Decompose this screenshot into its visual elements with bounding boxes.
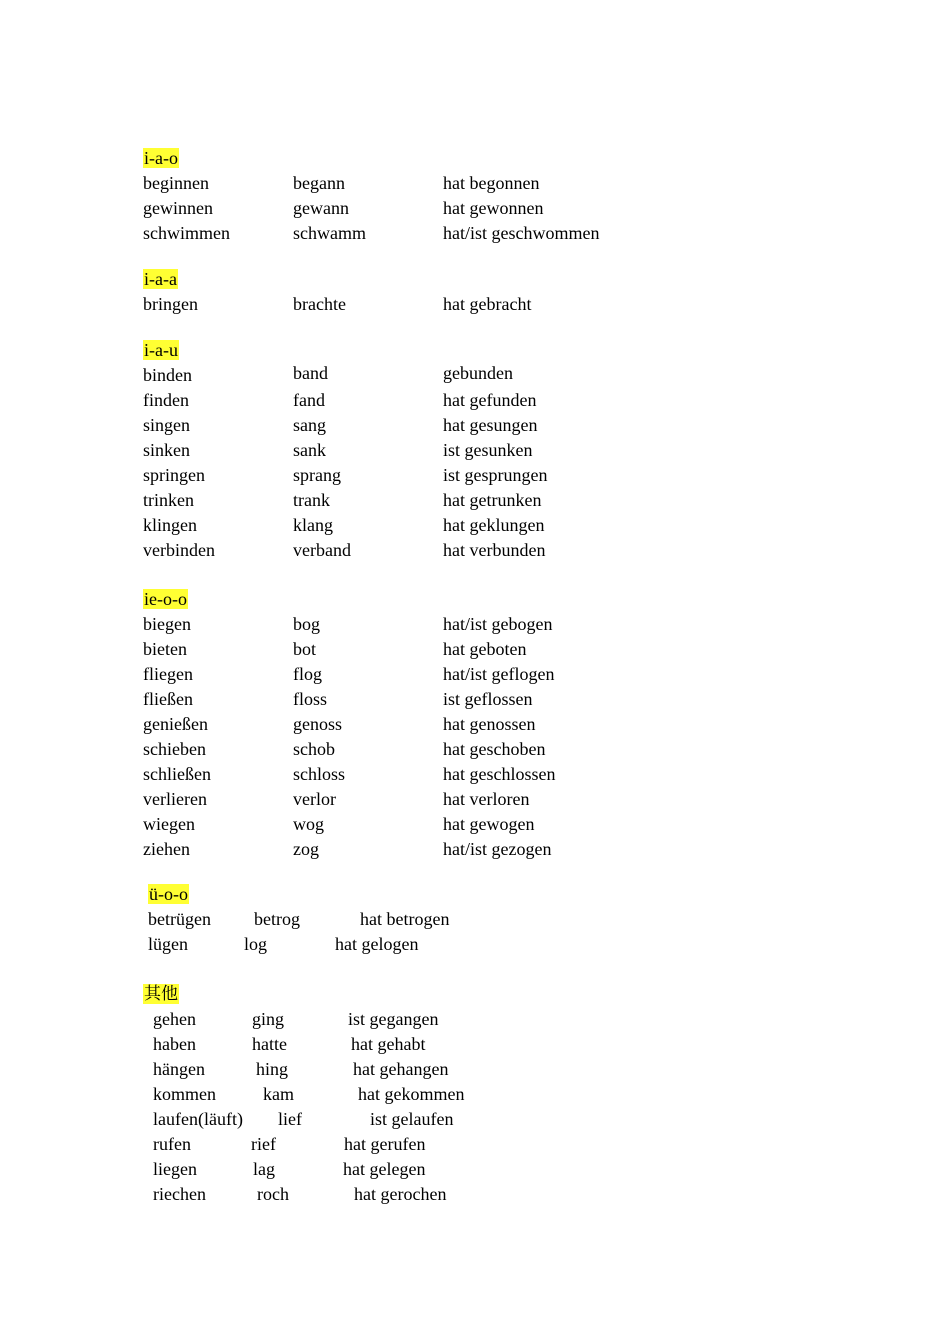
verb-praeteritum: begann bbox=[293, 173, 345, 193]
verb-perfekt: hat verbunden bbox=[443, 540, 546, 560]
verb-praeteritum: log bbox=[244, 934, 268, 954]
verb-perfekt: hat/ist gebogen bbox=[443, 614, 553, 634]
verb-infinitive: fliegen bbox=[143, 664, 193, 684]
verb-perfekt: hat begonnen bbox=[443, 173, 540, 193]
verb-infinitive: laufen(läuft) bbox=[153, 1109, 243, 1129]
verb-infinitive: schieben bbox=[143, 739, 206, 759]
verb-praeteritum: schob bbox=[293, 739, 335, 759]
group-heading: i-a-u bbox=[144, 340, 178, 360]
verb-perfekt: hat verloren bbox=[443, 789, 530, 809]
verb-infinitive: riechen bbox=[153, 1184, 206, 1204]
verb-perfekt: hat gebracht bbox=[443, 294, 532, 314]
verb-praeteritum: wog bbox=[293, 814, 324, 834]
verb-praeteritum: lief bbox=[278, 1109, 302, 1129]
verb-perfekt: ist gegangen bbox=[348, 1009, 439, 1029]
verb-perfekt: hat/ist geflogen bbox=[443, 664, 555, 684]
verb-perfekt: hat gelegen bbox=[343, 1159, 426, 1179]
verb-praeteritum: fand bbox=[293, 390, 325, 410]
verb-praeteritum: roch bbox=[257, 1184, 289, 1204]
verb-infinitive: beginnen bbox=[143, 173, 209, 193]
verb-infinitive: verlieren bbox=[143, 789, 207, 809]
verb-praeteritum: lag bbox=[253, 1159, 275, 1179]
verb-praeteritum: schwamm bbox=[293, 223, 366, 243]
verb-praeteritum: brachte bbox=[293, 294, 346, 314]
verb-praeteritum: betrog bbox=[254, 909, 300, 929]
verb-praeteritum: sank bbox=[293, 440, 326, 460]
verb-perfekt: hat geklungen bbox=[443, 515, 545, 535]
verb-perfekt: hat gerochen bbox=[354, 1184, 447, 1204]
verb-perfekt: hat gehangen bbox=[353, 1059, 449, 1079]
verb-infinitive: gewinnen bbox=[143, 198, 213, 218]
verb-perfekt: ist gesprungen bbox=[443, 465, 548, 485]
verb-infinitive: gehen bbox=[153, 1009, 196, 1029]
verb-infinitive: ziehen bbox=[143, 839, 190, 859]
verb-perfekt: hat gelogen bbox=[335, 934, 419, 954]
verb-perfekt: hat geschoben bbox=[443, 739, 546, 759]
verb-praeteritum: ging bbox=[252, 1009, 285, 1029]
verb-perfekt: hat getrunken bbox=[443, 490, 542, 510]
verb-infinitive: trinken bbox=[143, 490, 194, 510]
verb-perfekt: hat betrogen bbox=[360, 909, 450, 929]
verb-praeteritum: kam bbox=[263, 1084, 294, 1104]
verb-perfekt: hat gerufen bbox=[344, 1134, 426, 1154]
verb-praeteritum: rief bbox=[251, 1134, 276, 1154]
verb-praeteritum: zog bbox=[293, 839, 319, 859]
verb-infinitive: liegen bbox=[153, 1159, 197, 1179]
group-heading: i-a-o bbox=[144, 148, 178, 168]
verb-infinitive: binden bbox=[143, 365, 192, 385]
verb-praeteritum: klang bbox=[293, 515, 333, 535]
verb-infinitive: wiegen bbox=[143, 814, 195, 834]
verb-perfekt: hat geboten bbox=[443, 639, 527, 659]
verb-infinitive: fließen bbox=[143, 689, 193, 709]
verb-perfekt: hat gefunden bbox=[443, 390, 537, 410]
verb-infinitive: klingen bbox=[143, 515, 197, 535]
verb-infinitive: hängen bbox=[153, 1059, 205, 1079]
verb-praeteritum: sang bbox=[293, 415, 326, 435]
verb-perfekt: hat/ist geschwommen bbox=[443, 223, 600, 243]
verb-perfekt: hat gesungen bbox=[443, 415, 538, 435]
verb-praeteritum: floss bbox=[293, 689, 328, 709]
verb-perfekt: hat gewonnen bbox=[443, 198, 544, 218]
verb-infinitive: kommen bbox=[153, 1084, 216, 1104]
verb-infinitive: springen bbox=[143, 465, 205, 485]
verb-infinitive: schließen bbox=[143, 764, 211, 784]
verb-praeteritum: genoss bbox=[293, 714, 342, 734]
verb-perfekt: hat gewogen bbox=[443, 814, 535, 834]
verb-infinitive: lügen bbox=[148, 934, 188, 954]
verb-infinitive: haben bbox=[153, 1034, 196, 1054]
verb-infinitive: bringen bbox=[143, 294, 198, 314]
verb-infinitive: bieten bbox=[143, 639, 187, 659]
group-heading: i-a-a bbox=[144, 269, 177, 289]
group-heading: ie-o-o bbox=[144, 589, 187, 609]
verb-perfekt: hat genossen bbox=[443, 714, 536, 734]
verb-infinitive: singen bbox=[143, 415, 190, 435]
verb-infinitive: genießen bbox=[143, 714, 208, 734]
verb-praeteritum: bot bbox=[293, 639, 317, 659]
verb-praeteritum: flog bbox=[293, 664, 322, 684]
group-heading: ü-o-o bbox=[149, 884, 188, 904]
verb-perfekt: hat geschlossen bbox=[443, 764, 556, 784]
verb-infinitive: verbinden bbox=[143, 540, 215, 560]
verb-praeteritum: bog bbox=[293, 614, 320, 634]
group-heading: 其他 bbox=[144, 984, 178, 1004]
verb-praeteritum: hing bbox=[256, 1059, 289, 1079]
verb-infinitive: betrügen bbox=[148, 909, 211, 929]
verb-praeteritum: sprang bbox=[293, 465, 341, 485]
verb-infinitive: finden bbox=[143, 390, 189, 410]
verb-perfekt: ist gesunken bbox=[443, 440, 533, 460]
verb-perfekt: ist geflossen bbox=[443, 689, 533, 709]
verb-infinitive: biegen bbox=[143, 614, 191, 634]
verb-perfekt: hat gehabt bbox=[351, 1034, 426, 1054]
verb-praeteritum: verband bbox=[293, 540, 351, 560]
verb-perfekt: hat/ist gezogen bbox=[443, 839, 552, 859]
verb-praeteritum: gewann bbox=[293, 198, 349, 218]
verb-infinitive: schwimmen bbox=[143, 223, 230, 243]
verb-perfekt: hat gekommen bbox=[358, 1084, 465, 1104]
verb-praeteritum: band bbox=[293, 363, 328, 383]
verb-praeteritum: hatte bbox=[252, 1034, 287, 1054]
verb-praeteritum: verlor bbox=[293, 789, 336, 809]
verb-praeteritum: trank bbox=[293, 490, 330, 510]
verb-praeteritum: schloss bbox=[293, 764, 346, 784]
verb-infinitive: rufen bbox=[153, 1134, 191, 1154]
verb-perfekt: ist gelaufen bbox=[370, 1109, 454, 1129]
verb-infinitive: sinken bbox=[143, 440, 190, 460]
verb-perfekt: gebunden bbox=[443, 363, 513, 383]
